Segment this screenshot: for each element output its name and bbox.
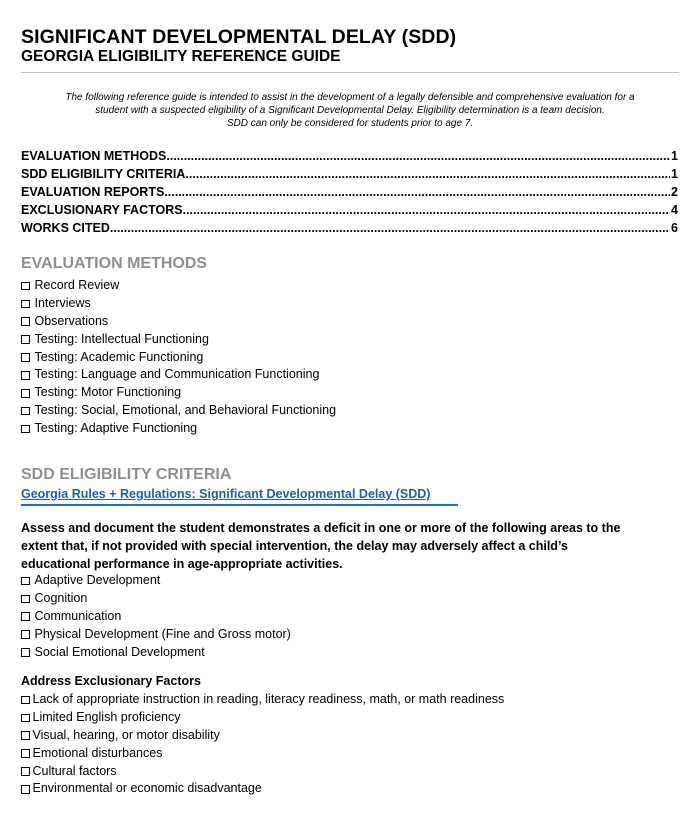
checklist-item[interactable] — [21, 763, 504, 781]
toc-leader-dots — [185, 165, 670, 183]
checklist-item[interactable] — [21, 644, 291, 662]
checklist-label: Testing: Language and Communication Functioning — [34, 367, 320, 382]
checkbox[interactable] — [21, 767, 30, 776]
checkbox[interactable] — [21, 731, 30, 740]
toc-entry-page: 4 — [671, 203, 678, 217]
toc-entry-label: SDD ELIGIBILITY CRITERIA — [21, 167, 186, 181]
toc-entry-label: EVALUATION METHODS — [21, 149, 167, 163]
toc-leader-dots — [183, 201, 670, 219]
toc-entry-page: 2 — [671, 185, 678, 199]
toc-entry-label: EXCLUSIONARY FACTORS — [21, 203, 183, 217]
checklist-label: Testing: Adaptive Functioning — [34, 421, 198, 436]
checklist-label: Record Review — [34, 278, 120, 292]
checkbox[interactable] — [21, 785, 30, 794]
toc-entry-evaluation-methods[interactable] — [21, 147, 678, 165]
checkbox[interactable] — [21, 595, 30, 604]
intro-line: The following reference guide is intended to assist in the development of a legally defensible and comprehensive evaluation for a — [65, 92, 635, 103]
checkbox[interactable] — [21, 696, 30, 705]
checklist-item[interactable] — [21, 420, 336, 438]
toc-entry-exclusionary-factors[interactable] — [21, 201, 678, 219]
document-title: SIGNIFICANT DEVELOPMENTAL DELAY (SDD) — [21, 26, 457, 48]
checklist-label: Emotional disturbances — [32, 745, 163, 760]
checkbox[interactable] — [21, 335, 30, 344]
instruction-line: educational performance in age-appropriate activities. — [21, 557, 343, 571]
toc-entry-page: 6 — [671, 221, 678, 235]
checklist-label: Communication — [34, 608, 122, 623]
eligibility-instructions — [21, 519, 681, 573]
checklist-item[interactable] — [21, 780, 504, 798]
checklist-item[interactable] — [21, 331, 336, 349]
checklist-item[interactable] — [21, 277, 336, 295]
checkbox[interactable] — [21, 714, 30, 723]
deficit-areas-checklist — [21, 572, 291, 661]
checklist-label: Adaptive Development — [34, 573, 161, 587]
checklist-item[interactable] — [21, 295, 336, 313]
checklist-item[interactable] — [21, 366, 336, 384]
table-of-contents — [21, 147, 678, 237]
toc-entry-evaluation-reports[interactable] — [21, 183, 678, 201]
checklist-label: Cognition — [34, 590, 88, 605]
checkbox[interactable] — [21, 389, 30, 398]
checklist-label: Environmental or economic disadvantage — [32, 781, 262, 796]
checkbox[interactable] — [21, 282, 30, 291]
toc-entry-page: 1 — [671, 149, 678, 163]
checklist-item[interactable] — [21, 572, 291, 590]
checklist-item[interactable] — [21, 709, 504, 727]
checkbox[interactable] — [21, 407, 30, 416]
sdd-eligibility-heading: SDD ELIGIBILITY CRITERIA — [21, 466, 232, 483]
header-divider — [21, 72, 679, 73]
checkbox[interactable] — [21, 353, 30, 362]
checkbox[interactable] — [21, 749, 30, 758]
checklist-label: Cultural factors — [32, 763, 117, 778]
checkbox[interactable] — [21, 371, 30, 380]
toc-entry-works-cited[interactable] — [21, 219, 678, 237]
instruction-line: Assess and document the student demonstrates a deficit in one or more of the following areas to the — [21, 521, 621, 535]
checklist-item[interactable] — [21, 727, 504, 745]
toc-leader-dots — [166, 147, 670, 165]
checklist-item[interactable] — [21, 608, 291, 626]
instruction-line: extent that, if not provided with special intervention, the delay may adversely affect a child’s — [21, 539, 568, 553]
checklist-item[interactable] — [21, 349, 336, 367]
toc-entry-label: WORKS CITED — [21, 221, 110, 235]
checklist-item[interactable] — [21, 745, 504, 763]
checklist-item[interactable] — [21, 590, 291, 608]
checklist-label: Observations — [34, 313, 109, 328]
checklist-label: Testing: Academic Functioning — [34, 349, 204, 364]
toc-entry-page: 1 — [671, 167, 678, 181]
toc-entry-label: EVALUATION REPORTS — [21, 185, 165, 199]
evaluation-methods-heading: EVALUATION METHODS — [21, 255, 208, 272]
checklist-item[interactable] — [21, 691, 504, 709]
checklist-item[interactable] — [21, 402, 336, 420]
exclusionary-factors-checklist — [21, 691, 504, 798]
toc-entry-sdd-eligibility-criteria[interactable] — [21, 165, 678, 183]
checklist-label: Limited English proficiency — [32, 709, 181, 724]
document-subtitle: GEORGIA ELIGIBILITY REFERENCE GUIDE — [21, 48, 341, 65]
toc-leader-dots — [110, 219, 670, 237]
checklist-label: Testing: Social, Emotional, and Behavioral Functioning — [34, 403, 337, 418]
evaluation-methods-checklist — [21, 277, 336, 438]
checkbox[interactable] — [21, 300, 30, 309]
checklist-label: Testing: Intellectual Functioning — [34, 331, 209, 346]
checklist-label: Lack of appropriate instruction in reading, literacy readiness, math, or math readiness — [32, 692, 505, 706]
intro-line: SDD can only be considered for students prior to age 7. — [226, 118, 474, 129]
checklist-label: Testing: Motor Functioning — [34, 385, 182, 400]
checklist-item[interactable] — [21, 313, 336, 331]
intro-line: student with a suspected eligibility of a Significant Developmental Delay. Eligibility determination is a team decision. — [95, 105, 605, 116]
checkbox[interactable] — [21, 612, 30, 621]
checklist-label: Visual, hearing, or motor disability — [32, 727, 220, 742]
georgia-rules-link[interactable]: Georgia Rules + Regulations: Significant Developmental Delay (SDD) — [21, 487, 431, 501]
checkbox[interactable] — [21, 577, 30, 586]
checkbox[interactable] — [21, 630, 30, 639]
link-underline-rule — [21, 504, 458, 506]
checkbox[interactable] — [21, 648, 30, 657]
checklist-label: Interviews — [34, 295, 91, 310]
checkbox[interactable] — [21, 317, 30, 326]
exclusionary-factors-subheading: Address Exclusionary Factors — [21, 674, 201, 688]
checklist-item[interactable] — [21, 384, 336, 402]
checklist-item[interactable] — [21, 626, 291, 644]
toc-leader-dots — [164, 183, 670, 201]
checklist-label: Physical Development (Fine and Gross motor) — [34, 626, 291, 641]
intro-text — [21, 91, 679, 130]
checkbox[interactable] — [21, 425, 30, 434]
checklist-label: Social Emotional Development — [34, 644, 205, 659]
